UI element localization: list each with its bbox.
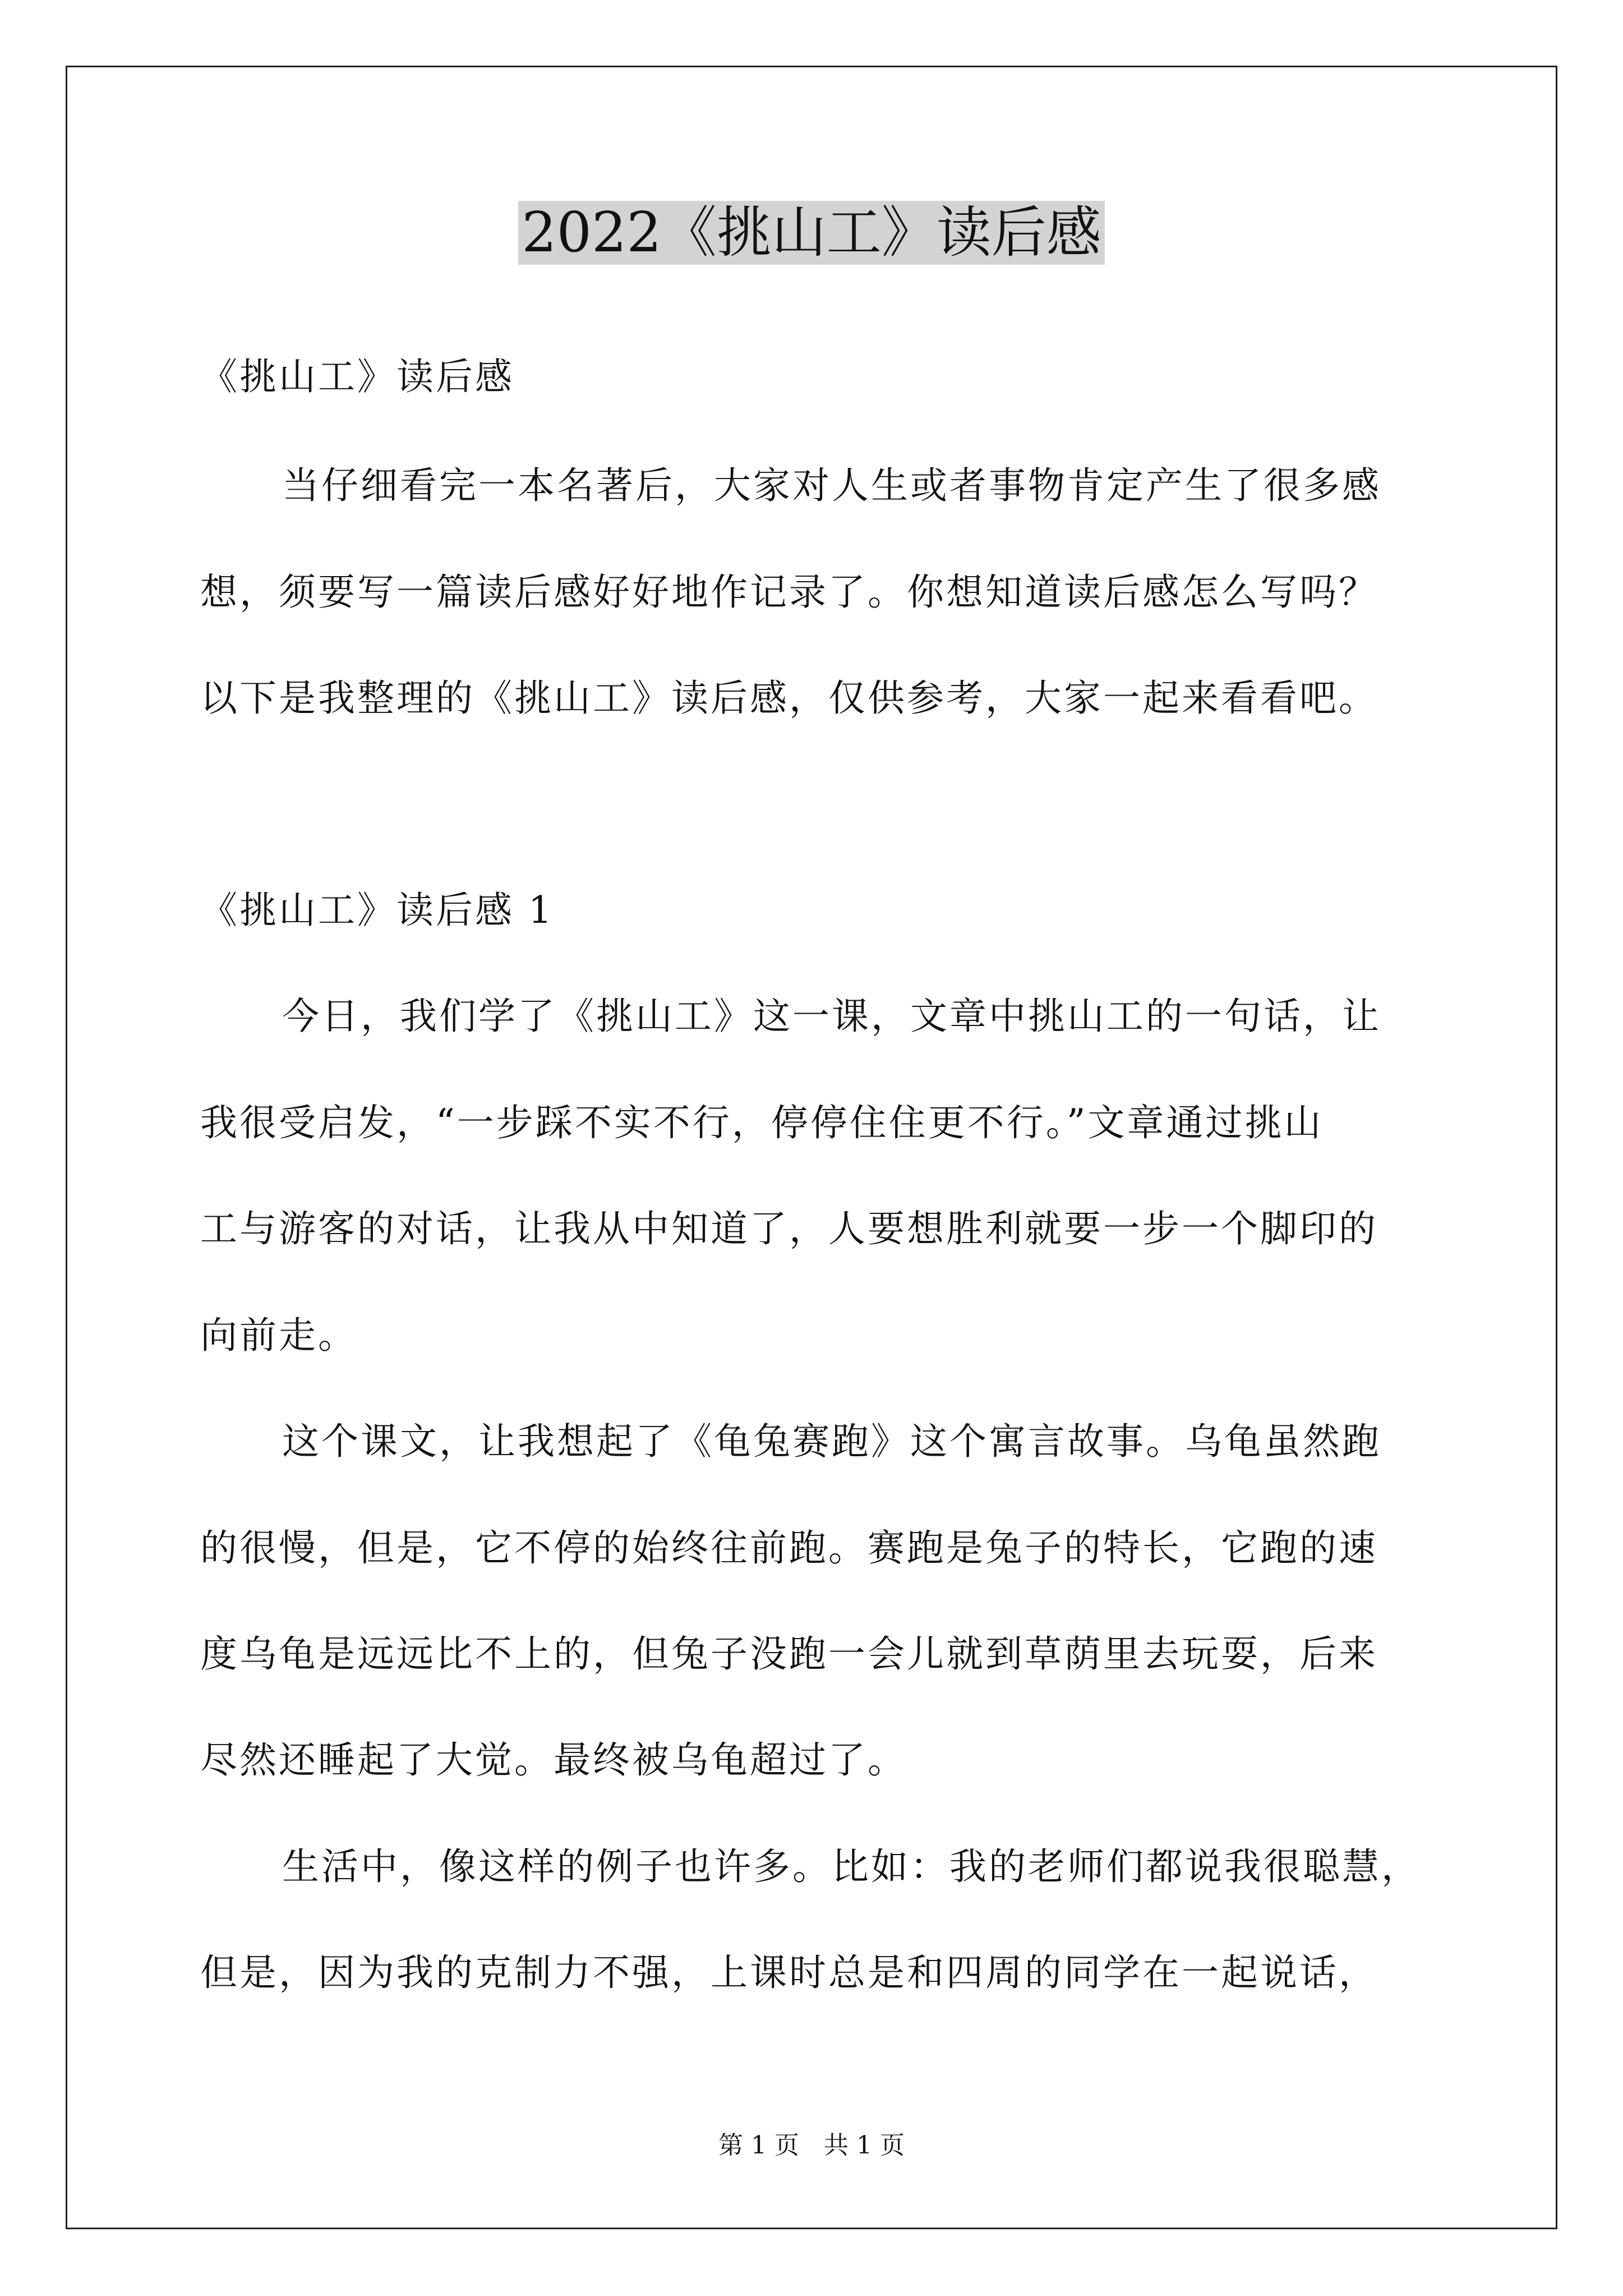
intro-heading: 《挑山工》读后感 [200, 355, 514, 398]
document-title-text: 2022《挑山工》读后感 [518, 201, 1104, 265]
paragraph-line: 的很慢，但是，它不停的始终往前跑。赛跑是兔子的特长，它跑的速 [200, 1526, 1378, 1570]
paragraph-line: 度乌龟是远远比不上的，但兔子没跑一会儿就到草荫里去玩耍，后来 [200, 1632, 1378, 1676]
paragraph-line: 这个课文，让我想起了《龟兔赛跑》这个寓言故事。乌龟虽然跑 [282, 1420, 1381, 1463]
paragraph-line: 以下是我整理的《挑山工》读后感，仅供参考，大家一起来看看吧。 [200, 677, 1378, 720]
paragraph-line: 生活中，像这样的例子也许多。比如：我的老师们都说我很聪慧， [282, 1845, 1421, 1888]
paragraph-line: 我很受启发，“一步踩不实不行，停停住住更不行。”文章通过挑山 [200, 1101, 1324, 1144]
paragraph-line: 尽然还睡起了大觉。最终被乌龟超过了。 [200, 1738, 907, 1782]
paragraph-line: 当仔细看完一本名著后，大家对人生或者事物肯定产生了很多感 [282, 464, 1381, 507]
document-title [0, 194, 1623, 272]
paragraph-line: 向前走。 [200, 1314, 357, 1357]
section-heading: 《挑山工》读后感 1 [200, 889, 554, 932]
paragraph-line: 今日，我们学了《挑山工》这一课，文章中挑山工的一句话，让 [282, 995, 1381, 1038]
paragraph-line: 但是，因为我的克制力不强，上课时总是和四周的同学在一起说话， [200, 1951, 1378, 1994]
page-footer: 第 1 页 共 1 页 [718, 2131, 905, 2160]
paragraph-line: 想，须要写一篇读后感好好地作记录了。你想知道读后感怎么写吗？ [200, 570, 1378, 614]
paragraph-line: 工与游客的对话，让我从中知道了，人要想胜利就要一步一个脚印的 [200, 1207, 1378, 1250]
